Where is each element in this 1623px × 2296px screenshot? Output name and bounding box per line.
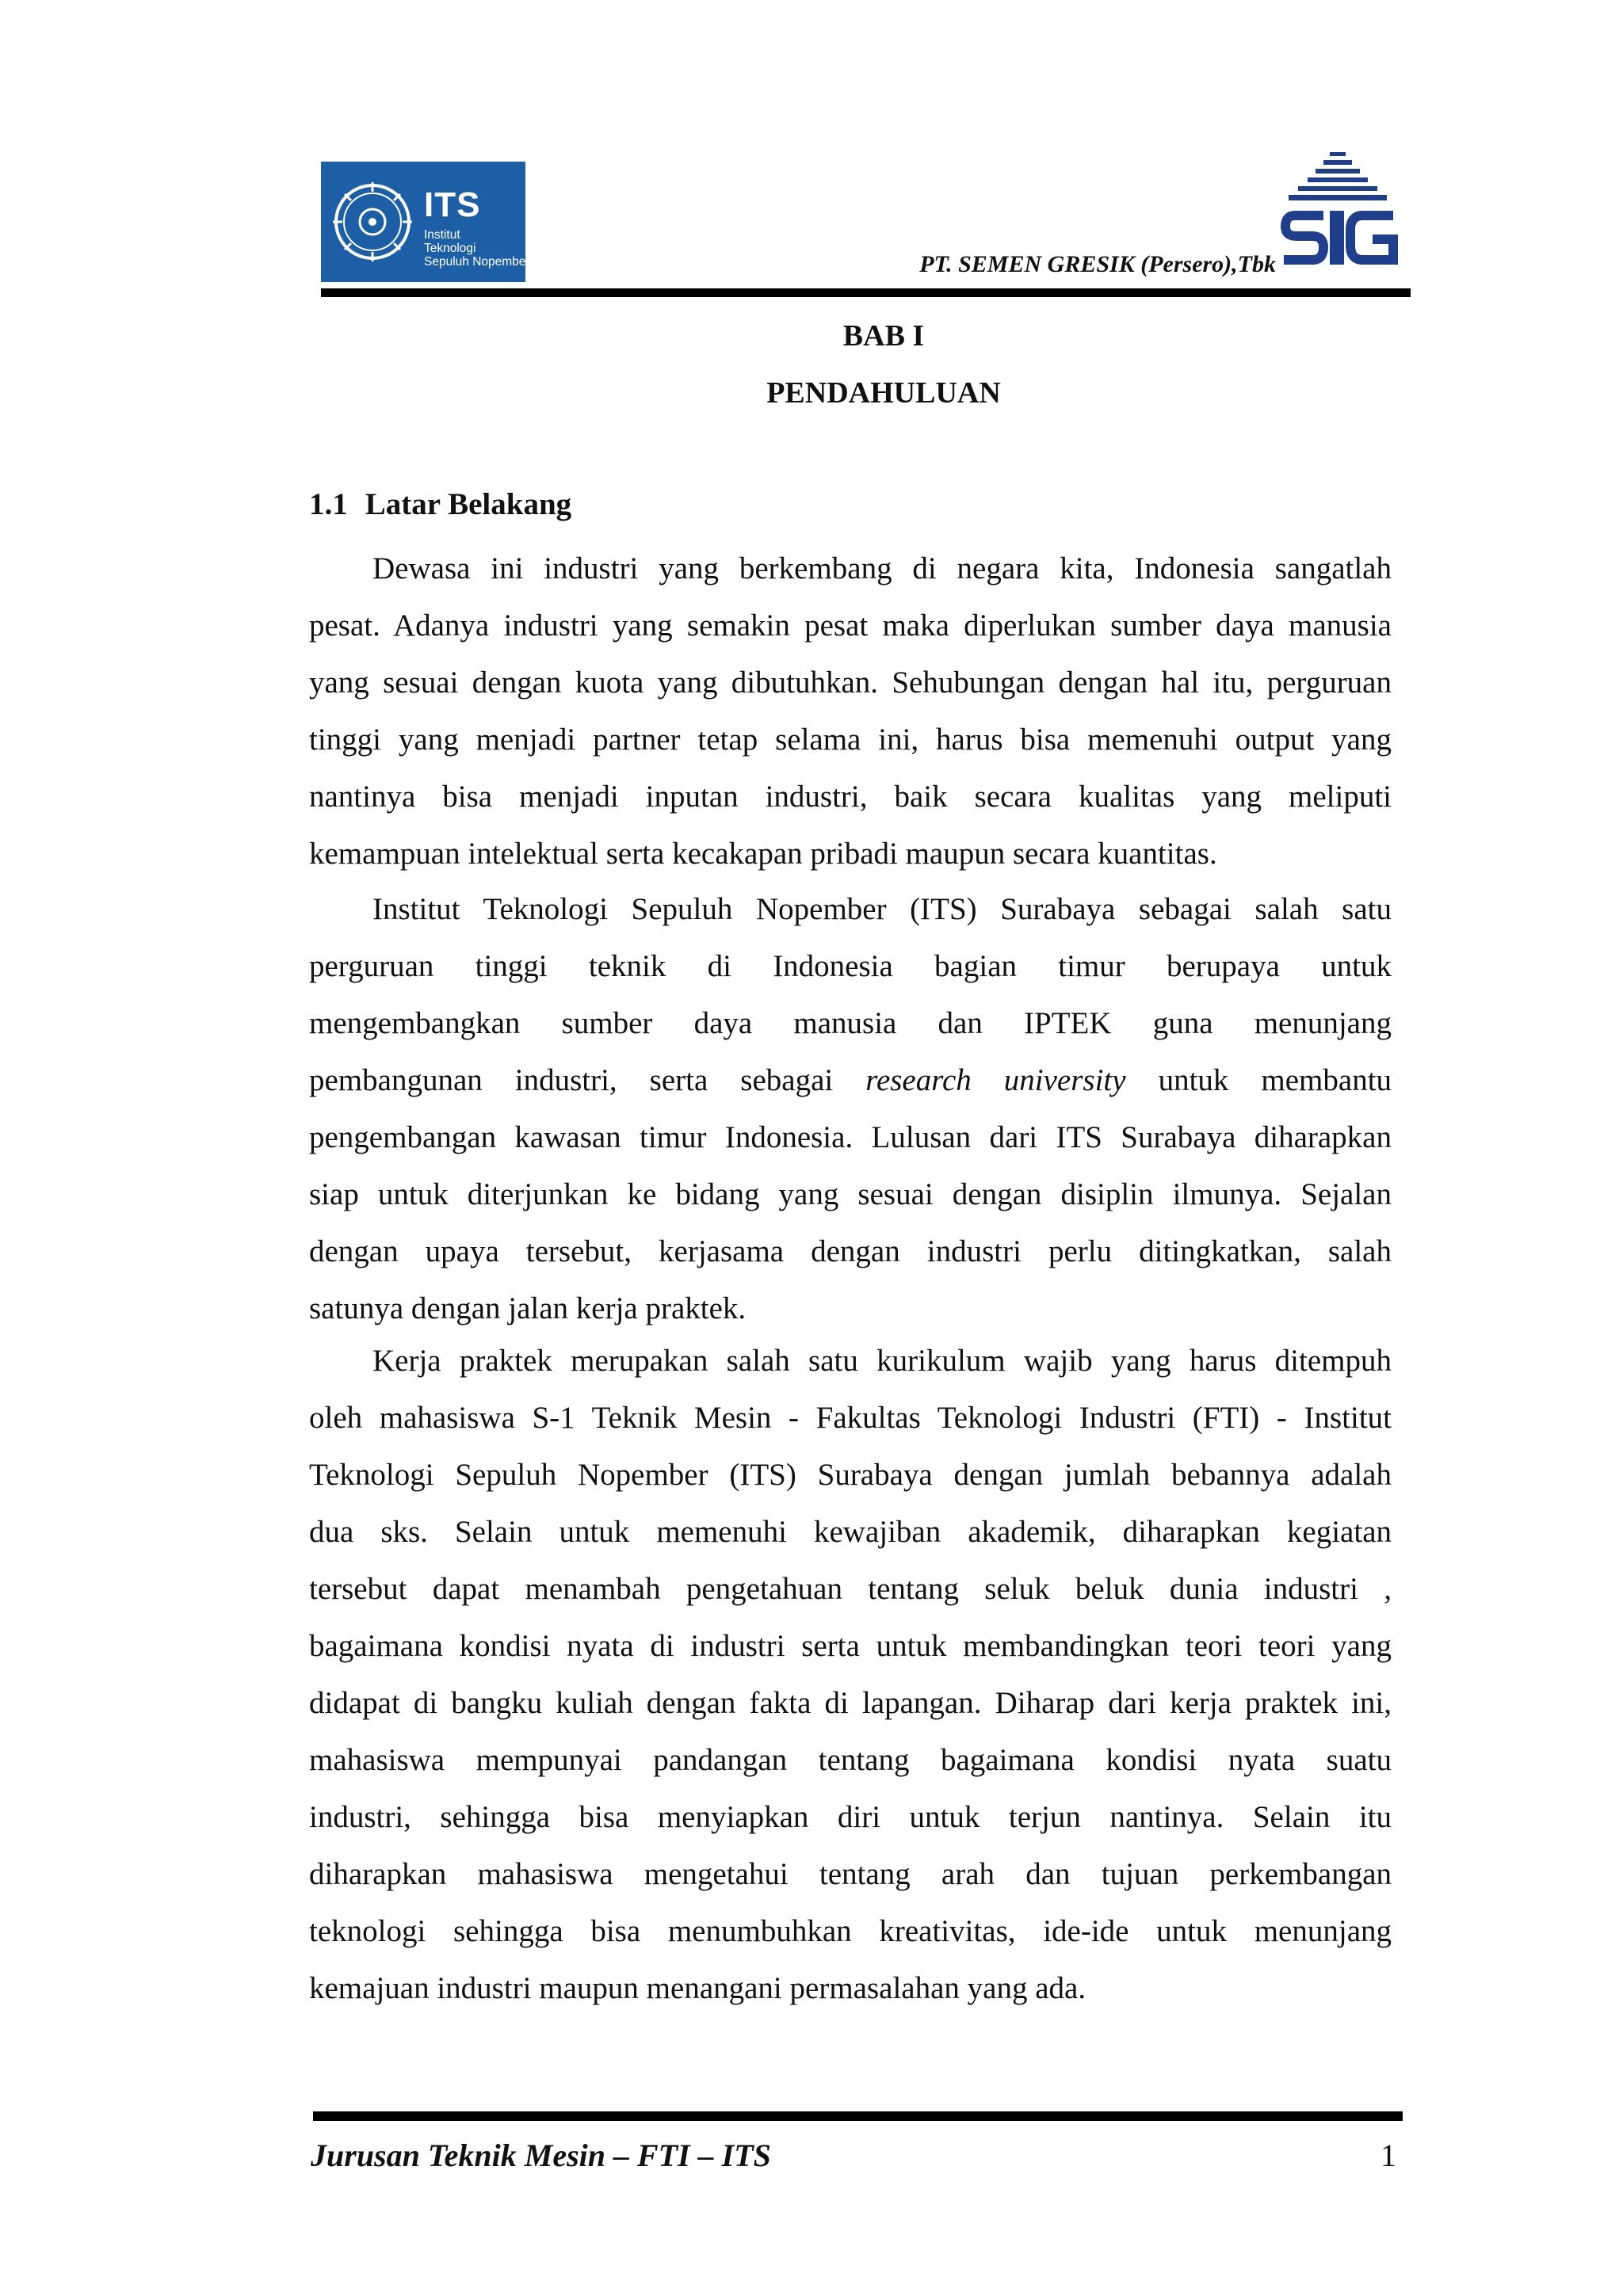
- its-seal-icon: [329, 174, 416, 269]
- footer-department: Jurusan Teknik Mesin – FTI – ITS: [311, 2138, 771, 2173]
- paragraph: [309, 1333, 1392, 2017]
- text-line: mengembangkan sumber daya manusia dan IPTEK guna menunjang: [309, 1006, 1392, 1040]
- text-line: diharapkan mahasiswa mengetahui tentang arah dan tujuan perkembangan: [309, 1857, 1392, 1891]
- text-line: pesat. Adanya industri yang semakin pesat maka diperlukan sumber daya manusia: [309, 608, 1392, 643]
- text-line: nantinya bisa menjadi inputan industri, baik secara kualitas yang meliputi: [309, 780, 1392, 814]
- text-line: tinggi yang menjadi partner tetap selama ini, harus bisa memenuhi output yang: [309, 723, 1392, 757]
- text-line: Kerja praktek merupakan salah satu kurikulum wajib yang harus ditempuh: [372, 1344, 1392, 1378]
- text-line: [309, 1052, 1392, 1109]
- paragraph: [309, 881, 1392, 1337]
- section-title: Latar Belakang: [365, 487, 572, 521]
- text-line: teknologi sehingga bisa menumbuhkan kreativitas, ide-ide untuk menunjang: [309, 1914, 1392, 1948]
- text-line: Institut Teknologi Sepuluh Nopember (ITS) Surabaya sebagai salah satu: [372, 892, 1392, 926]
- text-line: pengembangan kawasan timur Indonesia. Lulusan dari ITS Surabaya diharapkan: [309, 1120, 1392, 1154]
- text-line: Dewasa ini industri yang berkembang di negara kita, Indonesia sangatlah: [372, 551, 1392, 585]
- its-logo-line: Sepuluh Nopember: [424, 255, 530, 269]
- section-number: 1.1: [309, 487, 348, 521]
- text-line: tersebut dapat menambah pengetahuan tentang seluk beluk dunia industri ,: [309, 1572, 1392, 1606]
- text-line: dengan upaya tersebut, kerjasama dengan industri perlu ditingkatkan, salah: [309, 1234, 1392, 1268]
- text-line: dua sks. Selain untuk memenuhi kewajiban akademik, diharapkan kegiatan: [309, 1515, 1392, 1549]
- text-line: siap untuk diterjunkan ke bidang yang sesuai dengan disiplin ilmunya. Sejalan: [309, 1177, 1392, 1211]
- its-logo: [321, 162, 530, 282]
- its-logo-wordmark: [424, 185, 481, 225]
- its-logo-line: Institut: [424, 228, 460, 242]
- text-line: kemajuan industri maupun menangani permasalahan yang ada.: [309, 1971, 1086, 2005]
- text-line: bagaimana kondisi nyata di industri serta untuk membandingkan teori teori yang: [309, 1629, 1392, 1663]
- text-segment: pembangunan industri, serta sebagai: [309, 1063, 834, 1097]
- text-line: mahasiswa mempunyai pandangan tentang bagaimana kondisi nyata suatu: [309, 1743, 1392, 1777]
- text-line: Teknologi Sepuluh Nopember (ITS) Surabaya dengan jumlah bebannya adalah: [309, 1458, 1392, 1492]
- text-line: yang sesuai dengan kuota yang dibutuhkan. Sehubungan dengan hal itu, perguruan: [309, 666, 1392, 700]
- section-heading: [309, 486, 571, 523]
- text-segment: untuk membantu: [1158, 1063, 1392, 1097]
- text-line: didapat di bangku kuliah dengan fakta di lapangan. Diharap dari kerja praktek ini,: [309, 1686, 1392, 1720]
- its-logo-subtitle: [424, 228, 530, 269]
- chapter-number: BAB I: [842, 319, 925, 353]
- chapter-title: PENDAHULUAN: [766, 376, 1001, 410]
- text-line: perguruan tinggi teknik di Indonesia bagian timur berupaya untuk: [309, 949, 1392, 983]
- its-logo-name: ITS: [424, 185, 481, 224]
- company-name: PT. SEMEN GRESIK (Persero),Tbk: [919, 251, 1276, 277]
- semen-gresik-logo-icon: [1277, 151, 1398, 277]
- page-number: 1: [1381, 2138, 1396, 2173]
- italic-term: research university: [865, 1063, 1126, 1097]
- text-line: satunya dengan jalan kerja praktek.: [309, 1291, 747, 1325]
- footer-rule: [313, 2111, 1403, 2121]
- text-line: industri, sehingga bisa menyiapkan diri untuk terjun nantinya. Selain itu: [309, 1800, 1392, 1834]
- text-line: oleh mahasiswa S-1 Teknik Mesin - Fakultas Teknologi Industri (FTI) - Institut: [309, 1401, 1392, 1435]
- paragraph: [309, 540, 1392, 883]
- header-rule: [321, 288, 1411, 297]
- its-logo-line: Teknologi: [424, 242, 476, 255]
- text-line: kemampuan intelektual serta kecakapan pribadi maupun secara kuantitas.: [309, 837, 1217, 871]
